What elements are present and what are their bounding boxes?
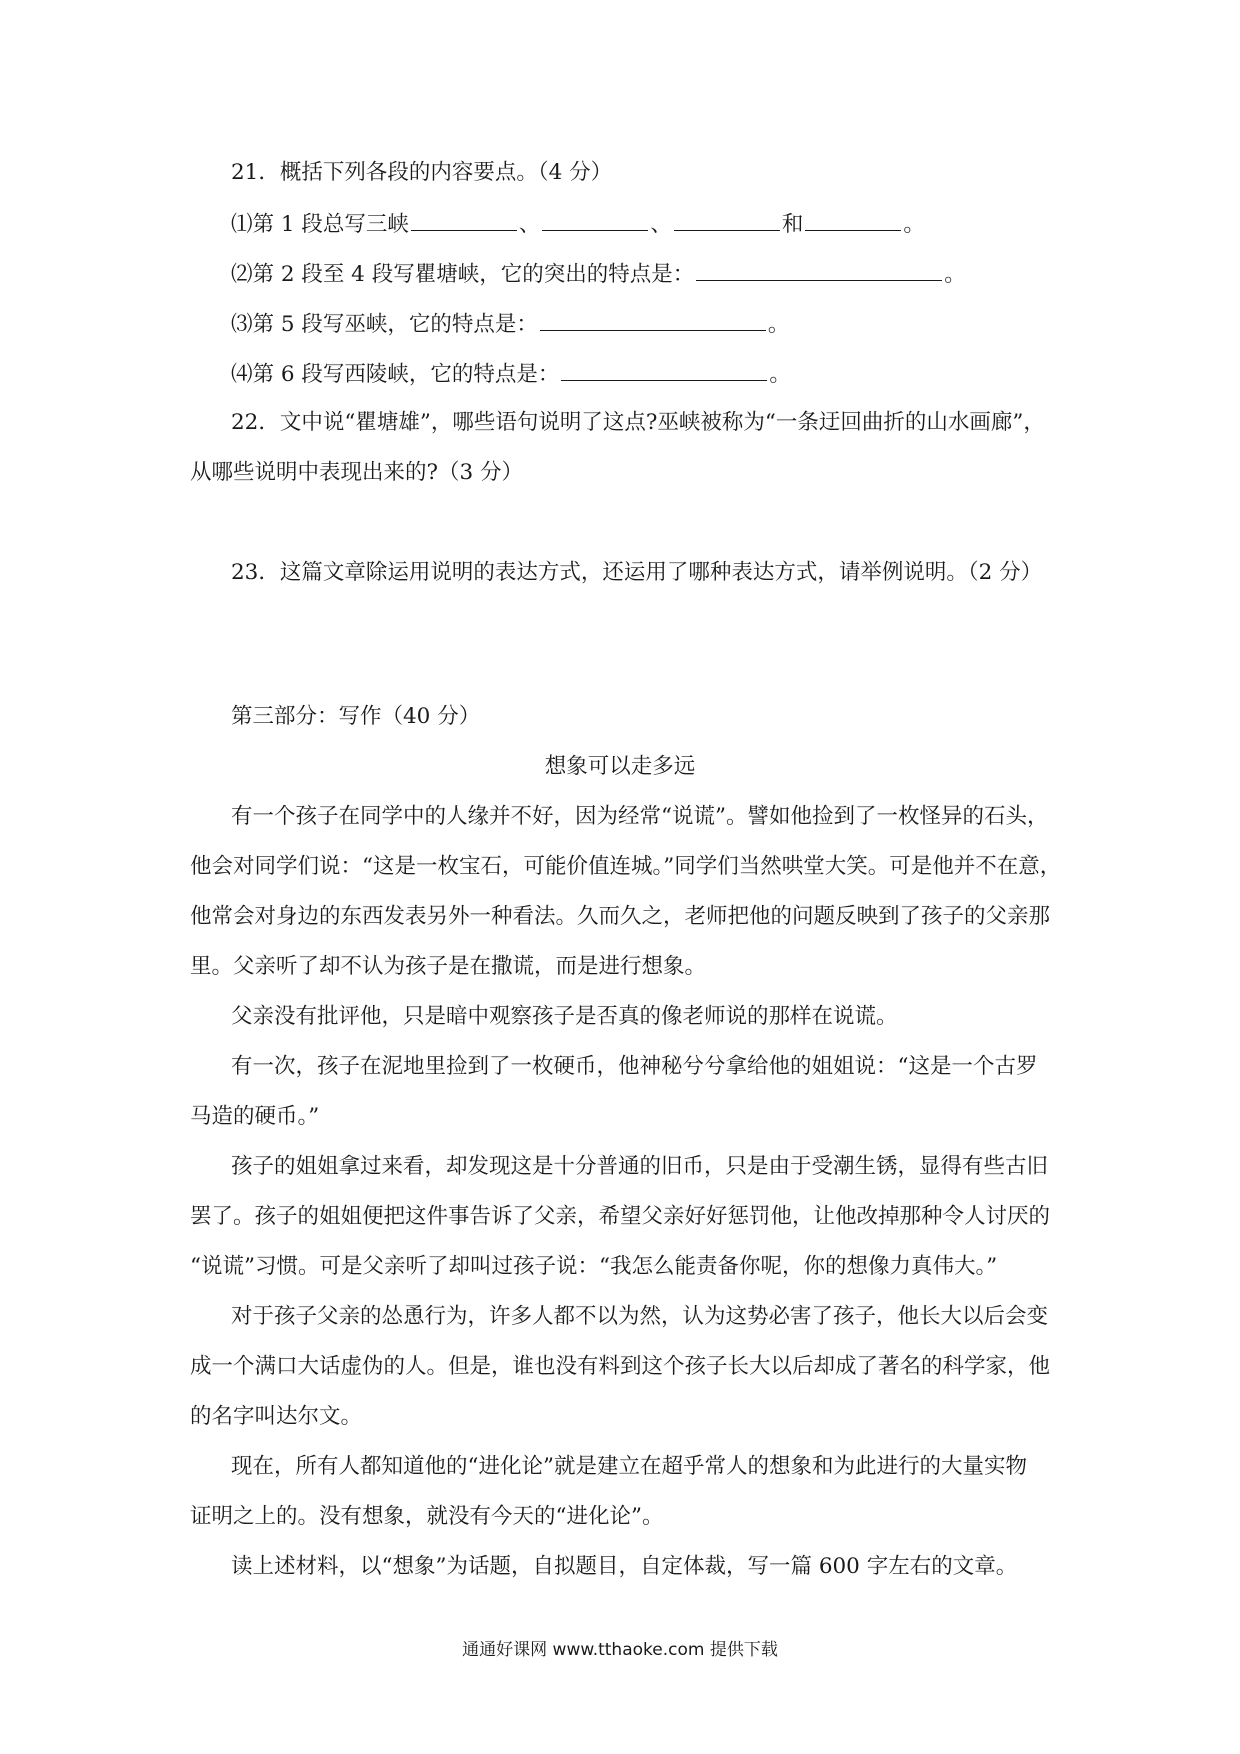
- material-line: 马造的硬币。”: [190, 1104, 320, 1129]
- page-footer: 通通好课网 www.tthaoke.com 提供下载: [462, 1640, 778, 1660]
- material-line: 对于孩子父亲的怂恿行为，许多人都不以为然，认为这势必害了孩子，他长大以后会变: [231, 1304, 1049, 1329]
- answer-blank[interactable]: [411, 208, 517, 231]
- answer-blank[interactable]: [561, 358, 767, 381]
- answer-blank[interactable]: [540, 308, 766, 331]
- separator: 、: [650, 212, 672, 237]
- answer-blank[interactable]: [674, 208, 780, 231]
- period: 。: [944, 262, 966, 287]
- material-line: 有一个孩子在同学中的人缘并不好，因为经常“说谎”。譬如他捡到了一枚怪异的石头，: [231, 804, 1049, 829]
- q23-line-1: 23．这篇文章除运用说明的表达方式，还运用了哪种表达方式，请举例说明。（2 分）: [231, 560, 1043, 585]
- q21-item-1: [231, 208, 1091, 240]
- material-line: 的名字叫达尔文。: [190, 1404, 363, 1429]
- q21-item-2: [231, 258, 1091, 290]
- answer-blank[interactable]: [805, 208, 901, 231]
- material-line: 成一个满口大话虚伪的人。但是，谁也没有料到这个孩子长大以后却成了著名的科学家，他: [190, 1354, 1051, 1379]
- material-line: 现在，所有人都知道他的“进化论”就是建立在超乎常人的想象和为此进行的大量实物: [231, 1454, 1027, 1479]
- material-line: 他常会对身边的东西发表另外一种看法。久而久之，老师把他的问题反映到了孩子的父亲那: [190, 904, 1051, 929]
- q22-line-2: 从哪些说明中表现出来的?（3 分）: [190, 460, 524, 485]
- writing-prompt: 读上述材料，以“想象”为话题，自拟题目，自定体裁，写一篇 600 字左右的文章。: [231, 1554, 1018, 1579]
- part3-heading: 第三部分：写作（40 分）: [231, 704, 481, 729]
- material-line: 里。父亲听了却不认为孩子是在撒谎，而是进行想象。: [190, 954, 707, 979]
- answer-blank[interactable]: [542, 208, 648, 231]
- separator: 、: [518, 212, 541, 237]
- material-line: “说谎”习惯。可是父亲听了却叫过孩子说：“我怎么能责备你呢，你的想像力真伟大。”: [190, 1254, 998, 1279]
- material-line: 父亲没有批评他，只是暗中观察孩子是否真的像老师说的那样在说谎。: [231, 1004, 898, 1029]
- material-line: 罢了。孩子的姐姐便把这件事告诉了父亲，希望父亲好好惩罚他，让他改掉那种令人讨厌的: [190, 1204, 1051, 1229]
- q21-item-2-text: ⑵第 2 段至 4 段写瞿塘峡，它的突出的特点是：: [231, 262, 695, 287]
- material-line: 证明之上的。没有想象，就没有今天的“进化论”。: [190, 1504, 664, 1529]
- q21-item-4: [231, 358, 1091, 390]
- period: 。: [767, 312, 790, 337]
- q21-item-3-text: ⑶第 5 段写巫峡，它的特点是：: [231, 312, 538, 337]
- q21-item-4-text: ⑷第 6 段写西陵峡，它的特点是：: [231, 362, 560, 387]
- q21-stem: 21．概括下列各段的内容要点。（4 分）: [231, 160, 613, 185]
- period: 。: [769, 362, 791, 387]
- material-line: 孩子的姐姐拿过来看，却发现这是十分普通的旧币，只是由于受潮生锈，显得有些古旧: [231, 1154, 1049, 1179]
- q21-item-3: [231, 308, 1091, 340]
- answer-blank[interactable]: [696, 258, 942, 281]
- material-line: 他会对同学们说：“这是一枚宝石，可能价值连城。”同学们当然哄堂大笑。可是他并不在意，: [190, 854, 1062, 879]
- material-line: 有一次，孩子在泥地里捡到了一枚硬币，他神秘兮兮拿给他的姐姐说：“这是一个古罗: [231, 1054, 1038, 1079]
- essay-title: 想象可以走多远: [544, 754, 696, 779]
- q22-line-1: 22．文中说“瞿塘雄”，哪些语句说明了这点?巫峡被称为“一条迂回曲折的山水画廊”，: [231, 410, 1045, 435]
- conjunction: 和: [781, 212, 804, 237]
- period: 。: [903, 212, 925, 237]
- q21-item-1-prefix: ⑴第 1 段总写三峡: [231, 212, 409, 237]
